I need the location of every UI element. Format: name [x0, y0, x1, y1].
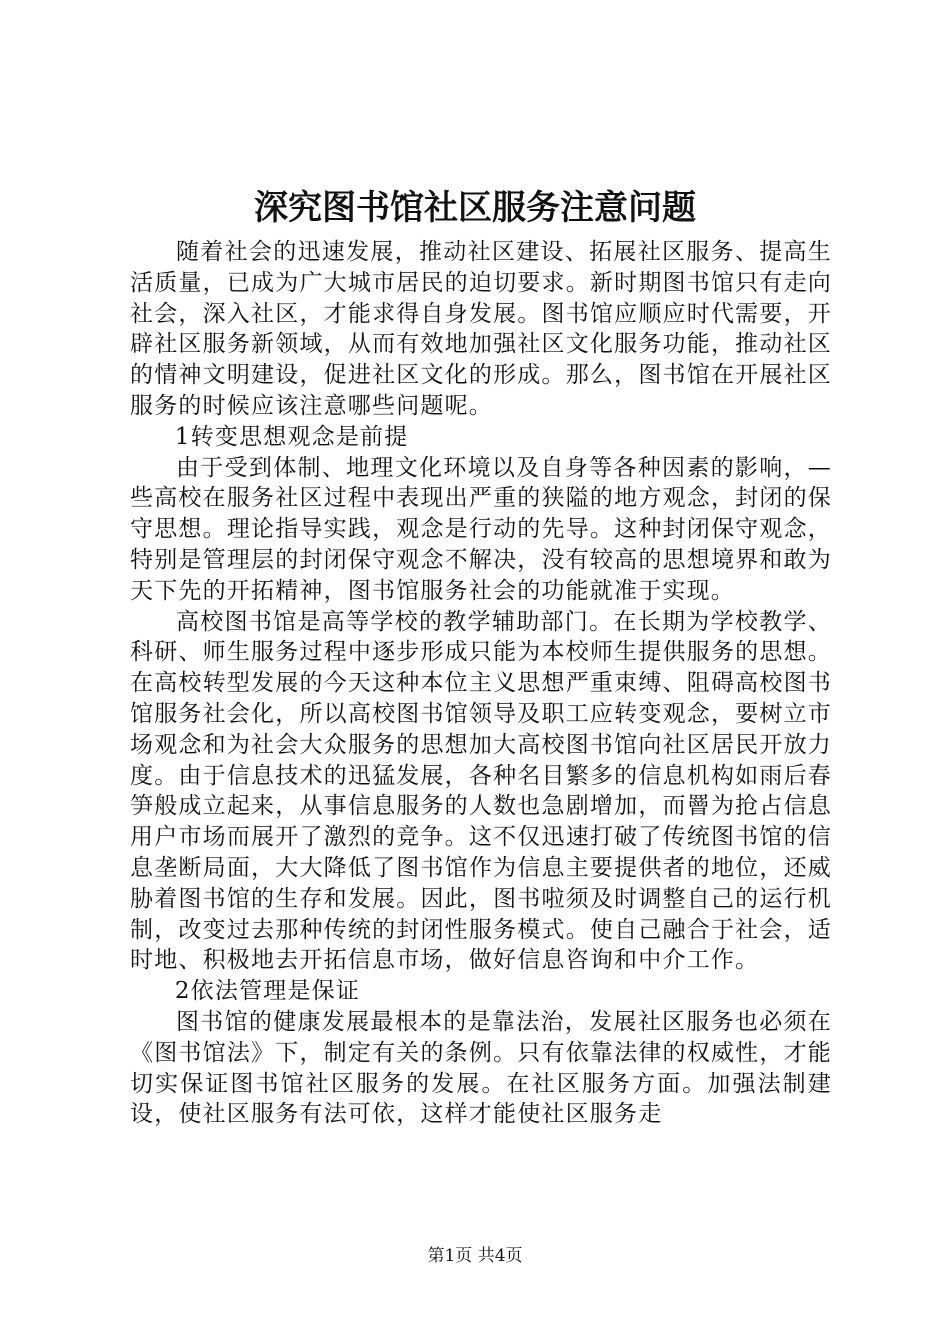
- body-paragraph: 由于受到体制、地理文化环境以及自身等各种因素的影响，—些高校在服务社区过程中表现出严重的狭隘的地方观念，封闭的保守思想。理论指导实践，观念是行动的先导。这种封闭保守观念，特别是管理层的封闭保守观念不解决，没有较高的思想境界和敢为天下先的开拓精神，图书馆服务社会的功能就准于实现。: [130, 454, 832, 604]
- body-paragraph: 图书馆的健康发展最根本的是靠法治，发展社区服务也必须在《图书馆法》下，制定有关的条例。只有依靠法律的权威性，才能切实保证图书馆社区服务的发展。在社区服务方面。加强法制建设，使社区服务有法可依，这样才能使社区服务走: [130, 1008, 832, 1128]
- section-heading-1: 1转变思想观念是前提: [174, 423, 409, 450]
- section-heading-2: 2依法管理是保证: [174, 978, 361, 1005]
- document-title: 深究图书馆社区服务注意问题: [254, 188, 696, 228]
- body-paragraph: 高校图书馆是高等学校的教学辅助部门。在长期为学校教学、科研、师生服务过程中逐步形成只能为本校师生提供服务的思想。在高校转型发展的今天这种本位主义思想严重束缚、阻碍高校图书馆服务社会化，所以高校图书馆领导及职工应转变观念，要树立市场观念和为社会大众服务的思想加大高校图书馆向社区居民开放力度。由于信息技术的迅猛发展，各种名目繁多的信息机构如雨后春笋般成立起来，从事信息服务的人数也急剧增加，而罾为抢占信息用户市场而展开了激烈的竞争。这不仅迅速打破了传统图书馆的信息垄断局面，大大降低了图书馆作为信息主要提供者的地位，还威胁着图书馆的生存和发展。因此，图书啦须及时调整自己的运行机制，改变过去那种传统的封闭性服务模式。使自己融合于社会，适时地、积极地去开拓信息市场，做好信息咨询和中介工作。: [130, 608, 832, 974]
- document-body: [130, 237, 832, 1130]
- page-number-footer: 第1页 共4页: [427, 1246, 523, 1266]
- intro-paragraph: 随着社会的迅速发展，推动社区建设、拓展社区服务、提高生活质量，已成为广大城市居民的迫切要求。新时期图书馆只有走向社会，深入社区，才能求得自身发展。图书馆应顺应时代需要，开辟社区服务新领域，从而有效地加强社区文化服务功能，推动社区的情神文明建设，促进社区文化的形成。那么，图书馆在开展社区服务的时候应该注意哪些问题呢。: [130, 239, 832, 419]
